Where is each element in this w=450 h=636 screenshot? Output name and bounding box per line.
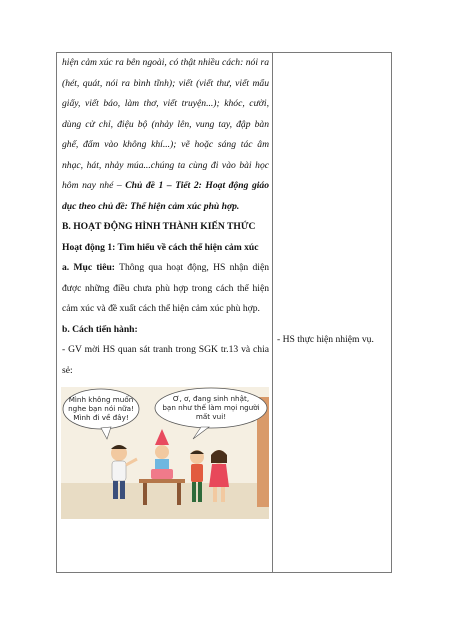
bubble-right-line-1: Ơ, ơ, đang sinh nhật, — [172, 394, 250, 403]
lesson-table — [56, 52, 392, 573]
objective-paragraph — [62, 258, 269, 320]
bubble-left-line-1: Mình không muốn — [68, 395, 134, 404]
teacher-activity-column — [62, 53, 269, 381]
column-divider — [272, 53, 273, 572]
procedure-text: - GV mời HS quan sát tranh trong SGK tr.13 và chia sẻ: — [62, 344, 269, 376]
student-activity-column — [277, 333, 387, 347]
student-task-text: - HS thực hiện nhiệm vụ. — [277, 334, 374, 345]
section-heading: B. HOẠT ĐỘNG HÌNH THÀNH KIẾN THỨC — [62, 221, 256, 232]
bubble-right-line-3: mất vui! — [195, 412, 227, 421]
intro-italic-text: hiện cảm xúc ra bên ngoài, có thật nhiều cách: nói ra (hét, quát, nói ra bình tĩnh); viết (viết thư, viết mẩu giấy, viết báo, làm thơ, viết truyện...); khóc, cười, dùng cử chỉ, điệu bộ (nhảy lên, vung tay, đập bàn ghế, đấm vào không khí...); vẽ hoặc sáng tác âm nhạc, hát, nhảy múa...chúng ta cùng đi vào bài học hôm nay nhé – — [62, 57, 269, 191]
bubble-left-line-2: nghe bạn nói nữa! — [68, 404, 134, 413]
lesson-topic-text: Chủ đề 1 – Tiết 2: Hoạt động giáo dục theo chủ đề: Thể hiện cảm xúc phù hợp. — [62, 180, 269, 212]
bubble-left-line-3: Mình đi về đây! — [73, 413, 129, 422]
bubble-right-line-2: bạn như thế làm mọi người — [162, 403, 260, 412]
activity-title: Hoạt động 1: Tìm hiểu về cách thể hiện cảm xúc — [62, 241, 259, 253]
procedure-label: b. Cách tiến hành: — [62, 323, 138, 335]
intro-paragraph — [62, 53, 269, 217]
birthday-illustration — [61, 387, 269, 519]
objective-text: Thông qua hoạt động, HS nhận diện được những điều chưa phù hợp trong cách thể hiện cảm xúc và đề xuất cách thể hiện cảm xúc phù hợp. — [62, 262, 269, 314]
objective-label: a. Mục tiêu: — [62, 262, 115, 273]
